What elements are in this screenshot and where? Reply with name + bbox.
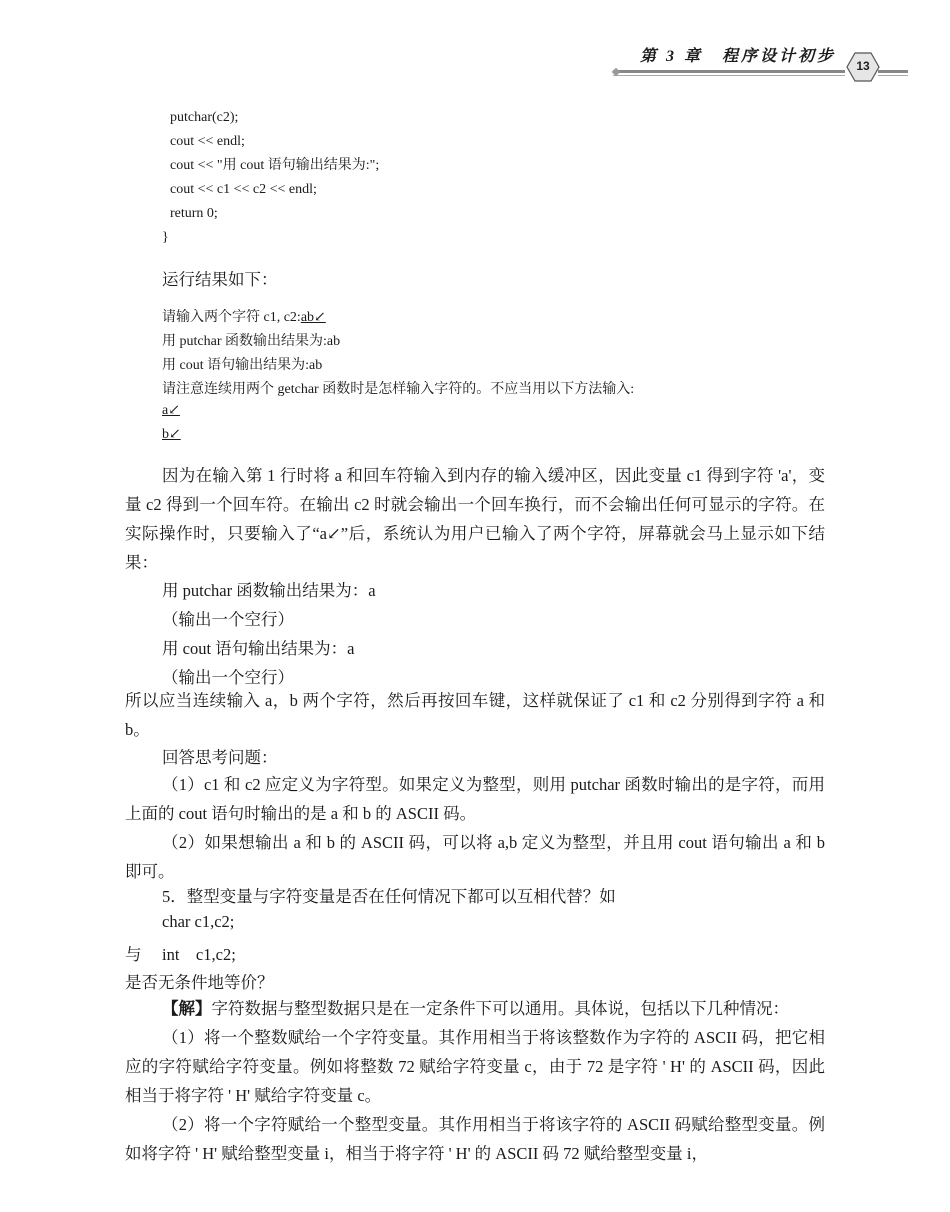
result-line-2: 用 cout 语句输出结果为：a (162, 639, 355, 658)
case-2: （2）将一个字符赋给一个整型变量。其作用相当于将该字符的 ASCII 码赋给整型变量。例如将字符 ' H' 赋给整型变量 i，相当于将字符 ' H' 的 ASCII 码 72 赋给整型变量 i， (125, 1115, 825, 1163)
conclusion-paragraph: 所以应当连续输入 a，b 两个字符，然后再按回车键，这样就保证了 c1 和 c2 分别得到字符 a 和 b。 (125, 691, 825, 739)
answer-2: （2）如果想输出 a 和 b 的 ASCII 码，可以将 a,b 定义为整型，并且用 cout 语句输出 a 和 b 即可。 (125, 833, 825, 881)
question-5-end: 是否无条件地等价？ (125, 973, 274, 992)
page-number: 13 (856, 59, 870, 73)
output-line-3: 用 cout 语句输出结果为:ab (162, 358, 323, 373)
output-line-1-input: ab↙ (300, 310, 326, 325)
code-line: cout << "用 cout 语句输出结果为:"; (170, 158, 380, 173)
output-line-6: b↙ (162, 427, 181, 442)
output-line-1-text: 请输入两个字符 c1, c2: (162, 310, 301, 325)
solution-text: 字符数据与整型数据只是在一定条件下可以通用。具体说，包括以下几种情况： (211, 999, 789, 1018)
solution-label: 【解】 (162, 999, 212, 1018)
explain-paragraph: 因为在输入第 1 行时将 a 和回车符输入到内存的输入缓冲区，因此变量 c1 得到字符 'a'，变量 c2 得到一个回车符。在输出 c2 时就会输出一个回车换行，而不会输出任何可显示的字符。在实际操作时，只要输入了“a↙”后，系统认为用户已输入了两个字符，屏幕就会马上显示如下结果： (125, 466, 825, 572)
output-line-4: 请注意连续用两个 getchar 函数时是怎样输入字符的。不应当用以下方法输入: (162, 382, 635, 397)
chapter-header: 第 3 章 程序设计初步 (640, 48, 837, 65)
question-5-with: 与 (125, 945, 142, 964)
blank-line-note-2: （输出一个空行） (162, 668, 294, 687)
header-rule (613, 70, 845, 73)
header-rule-thin (613, 75, 845, 76)
answer-1: （1）c1 和 c2 应定义为字符型。如果定义为整型，则用 putchar 函数时输出的是字符，而用上面的 cout 语句时输出的是 a 和 b 的 ASCII 码。 (125, 775, 825, 823)
output-line-2: 用 putchar 函数输出结果为:ab (162, 334, 341, 349)
code-line: putchar(c2); (170, 110, 239, 125)
question-5: 5．整型变量与字符变量是否在任何情况下都可以互相代替？如 (162, 887, 616, 906)
header-rule-thin-right (878, 75, 908, 76)
code-line: cout << endl; (170, 134, 245, 149)
code-close-brace: } (162, 230, 169, 245)
question-5-code-1: char c1,c2; (162, 912, 235, 931)
code-line: cout << c1 << c2 << endl; (170, 182, 317, 197)
header-rule-right (878, 70, 908, 73)
result-line-1: 用 putchar 函数输出结果为：a (162, 581, 376, 600)
answer-heading: 回答思考问题： (162, 748, 278, 767)
question-5-code-2: int c1,c2; (162, 945, 236, 964)
blank-line-note-1: （输出一个空行） (162, 610, 294, 629)
code-line: return 0; (170, 206, 218, 221)
case-1: （1）将一个整数赋给一个字符变量。其作用相当于将该整数作为字符的 ASCII 码，把它相应的字符赋给字符变量。例如将整数 72 赋给字符变量 c，由于 72 是字符 ' H' 的 ASCII 码，因此相当于将字符 ' H' 赋给字符变量 c。 (125, 1028, 825, 1105)
output-line-5: a↙ (162, 403, 180, 418)
solution-paragraph (125, 994, 825, 1023)
run-result-heading: 运行结果如下： (162, 270, 278, 289)
output-line-1 (162, 306, 326, 326)
